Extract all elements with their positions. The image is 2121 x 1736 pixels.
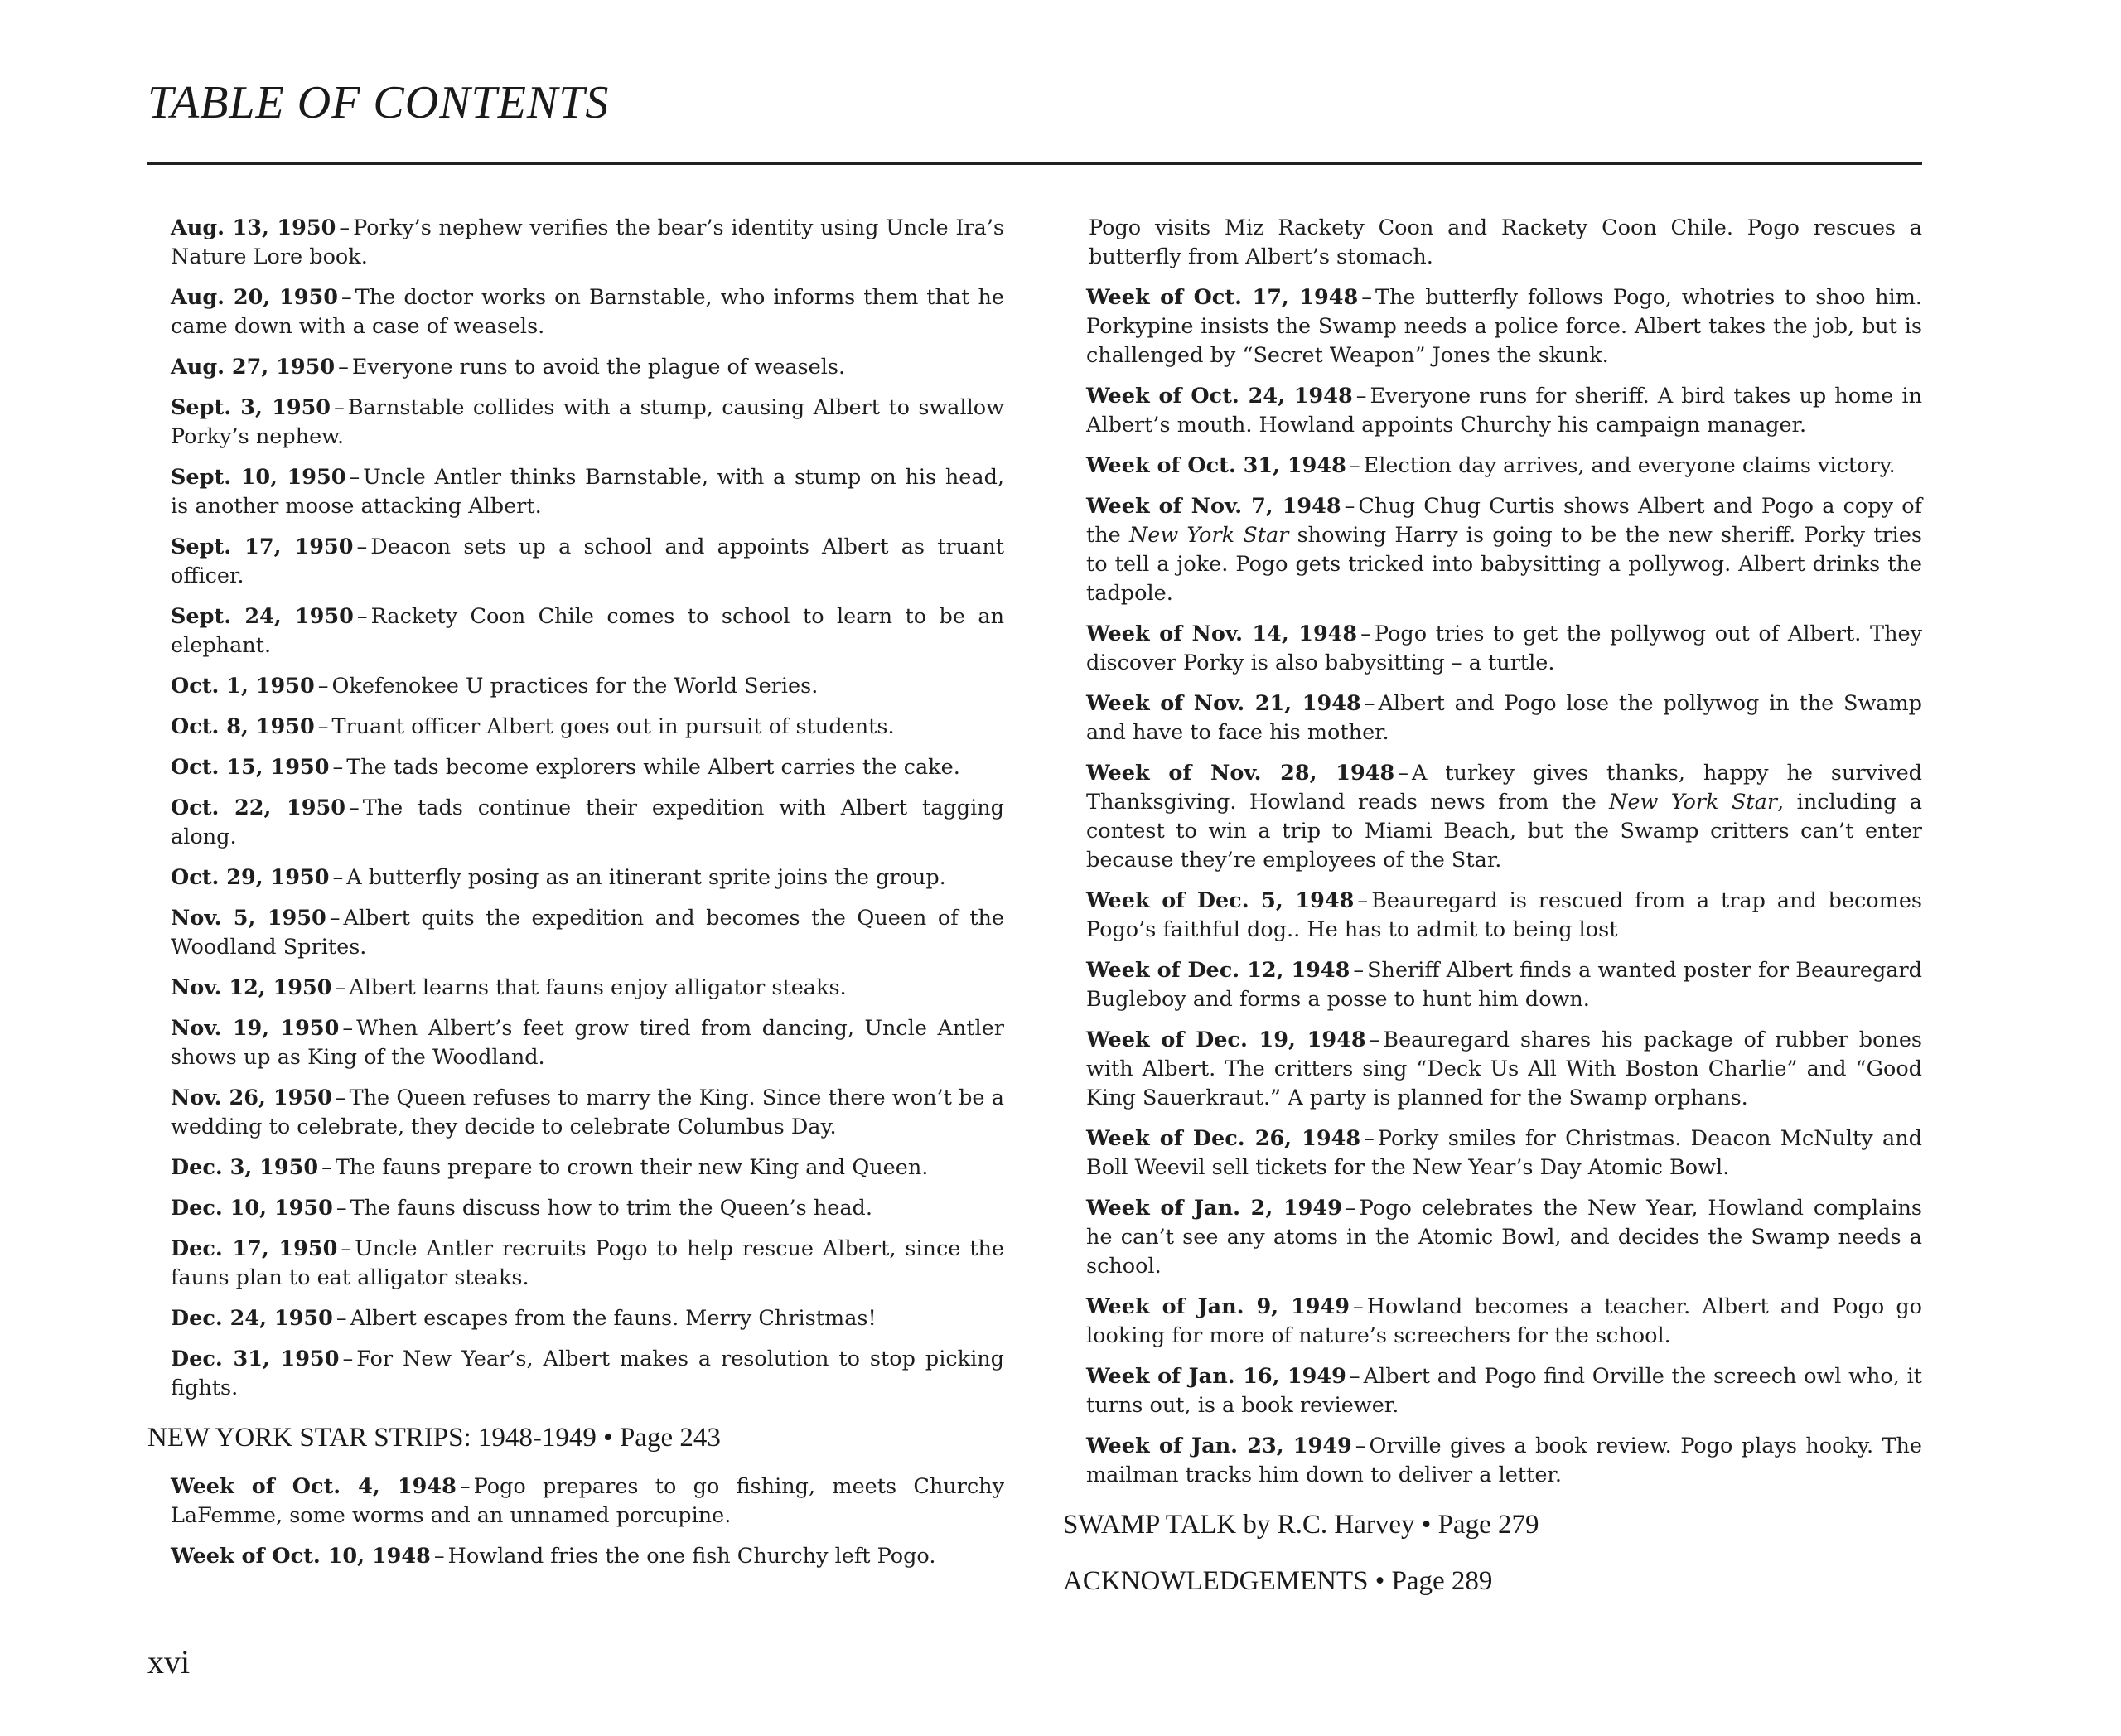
toc-entry bbox=[171, 753, 1004, 782]
entry-date: Nov. 19, 1950 bbox=[171, 1016, 340, 1041]
entry-dash: – bbox=[459, 1474, 471, 1499]
entry-date: Week of Nov. 28, 1948 bbox=[1086, 761, 1395, 786]
toc-entry bbox=[1086, 382, 1922, 440]
entry-description: Porky smiles for Christmas. Deacon McNulty and Boll Weevil sell tickets for the New Year’s Day Atomic Bowl. bbox=[1086, 1126, 1922, 1180]
entry-dash: – bbox=[349, 465, 360, 490]
right-entry-list bbox=[1063, 283, 1922, 1490]
entry-publication-title: New York Star bbox=[1128, 523, 1289, 548]
entry-date: Dec. 24, 1950 bbox=[171, 1306, 333, 1331]
entry-description: For New Year’s, Albert makes a resolution to stop picking fights. bbox=[171, 1347, 1004, 1400]
toc-entry bbox=[171, 533, 1004, 591]
entry-description: The tads become explorers while Albert carries the cake. bbox=[346, 755, 960, 780]
entry-date: Week of Nov. 14, 1948 bbox=[1086, 621, 1358, 646]
entry-description: Uncle Antler recruits Pogo to help rescue Albert, since the fauns plan to eat alligator steaks. bbox=[171, 1236, 1004, 1290]
entry-date: Week of Jan. 9, 1949 bbox=[1086, 1294, 1350, 1319]
toc-entry bbox=[1086, 283, 1922, 370]
toc-entry bbox=[171, 1014, 1004, 1072]
toc-entry bbox=[171, 863, 1004, 892]
entry-dash: – bbox=[317, 674, 329, 699]
toc-entry bbox=[171, 1235, 1004, 1293]
entry-date: Week of Oct. 24, 1948 bbox=[1086, 384, 1353, 409]
toc-entry bbox=[171, 1153, 1004, 1182]
entry-dash: – bbox=[341, 285, 352, 310]
entry-publication-title: New York Star bbox=[1609, 790, 1778, 815]
toc-entry bbox=[171, 602, 1004, 660]
entry-description: A butterfly posing as an itinerant sprite joins the group. bbox=[346, 865, 946, 890]
entry-date: Sept. 17, 1950 bbox=[171, 534, 354, 559]
entry-dash: – bbox=[336, 1306, 347, 1331]
entry-date: Week of Oct. 31, 1948 bbox=[1086, 453, 1346, 478]
entry-description: Albert learns that fauns enjoy alligator steaks. bbox=[349, 975, 847, 1000]
right-column bbox=[1063, 214, 1922, 1621]
entry-description: The butterfly follows Pogo, whotries to shoo him. Porkypine insists the Swamp needs a police force. Albert takes the job, but is challenged by “Secret Weapon” Jones the skunk. bbox=[1086, 285, 1922, 368]
entry-description: Pogo tries to get the pollywog out of Albert. They discover Porky is also babysitting – a turtle. bbox=[1086, 621, 1922, 675]
entry-description: Chug Chug Curtis shows Albert and Pogo a copy of the bbox=[1086, 494, 1922, 548]
left-entry-list bbox=[147, 214, 1004, 1403]
entry-dash: – bbox=[334, 395, 345, 420]
entry-dash: – bbox=[329, 906, 341, 931]
toc-entry bbox=[171, 1542, 1004, 1571]
entry-date: Week of Dec. 19, 1948 bbox=[1086, 1028, 1366, 1052]
entry-description: Deacon sets up a school and appoints Albert as truant officer. bbox=[171, 534, 1005, 588]
section-heading-new-york-star[interactable]: NEW YORK STAR STRIPS: 1948-1949 • Page 243 bbox=[147, 1423, 721, 1453]
entry-description: Porky’s nephew verifies the bear’s identity using Uncle Ira’s Nature Lore book. bbox=[171, 215, 1005, 269]
entry-date: Week of Dec. 5, 1948 bbox=[1086, 888, 1355, 913]
entry-date: Dec. 3, 1950 bbox=[171, 1155, 319, 1180]
toc-entry bbox=[1086, 620, 1922, 678]
entry-description: The fauns discuss how to trim the Queen’s head. bbox=[350, 1196, 872, 1221]
entry-date: Oct. 1, 1950 bbox=[171, 674, 315, 699]
title-divider bbox=[147, 162, 1922, 165]
entry-description: Howland fries the one fish Churchy left Pogo. bbox=[447, 1544, 936, 1569]
entry-description: Pogo prepares to go fishing, meets Churchy LaFemme, some worms and an unnamed porcupine. bbox=[171, 1474, 1005, 1528]
entry-dash: – bbox=[1344, 494, 1355, 519]
section-heading-swamp-talk[interactable]: SWAMP TALK by R.C. Harvey • Page 279 bbox=[1063, 1510, 1539, 1540]
entry-description: Everyone runs for sheriff. A bird takes up home in Albert’s mouth. Howland appoints Churchy his campaign manager. bbox=[1086, 384, 1922, 438]
entry-dash: – bbox=[356, 534, 368, 559]
entry-dash: – bbox=[356, 604, 368, 629]
entry-date: Week of Oct. 4, 1948 bbox=[171, 1474, 457, 1499]
toc-entry bbox=[1086, 759, 1922, 875]
entry-date: Dec. 17, 1950 bbox=[171, 1236, 338, 1261]
entry-description-cont: showing Harry is going to be the new sheriff. Porky tries to tell a joke. Pogo gets tricked into babysitting a pollywog. Albert drinks the tadpole. bbox=[1086, 523, 1922, 606]
toc-entry bbox=[1086, 689, 1922, 747]
entry-dash: – bbox=[1364, 691, 1375, 716]
toc-entry bbox=[171, 1084, 1004, 1142]
toc-entry bbox=[171, 353, 1004, 382]
toc-entry bbox=[171, 1345, 1004, 1403]
section-heading-acknowledgements[interactable]: ACKNOWLEDGEMENTS • Page 289 bbox=[1063, 1566, 1493, 1596]
entry-dash: – bbox=[1398, 761, 1408, 786]
entry-date: Oct. 29, 1950 bbox=[171, 865, 330, 890]
entry-dash: – bbox=[433, 1544, 445, 1569]
entry-dash: – bbox=[332, 755, 344, 780]
entry-date: Week of Dec. 12, 1948 bbox=[1086, 958, 1350, 983]
toc-entry bbox=[171, 794, 1004, 852]
entry-description: Barnstable collides with a stump, causing Albert to swallow Porky’s nephew. bbox=[171, 395, 1004, 449]
toc-entry bbox=[1086, 1026, 1922, 1113]
entry-dash: – bbox=[336, 1196, 347, 1221]
entry-dash: – bbox=[321, 1155, 332, 1180]
entry-date: Aug. 13, 1950 bbox=[171, 215, 336, 240]
entry-description: Okefenokee U practices for the World Series. bbox=[331, 674, 819, 699]
left-column bbox=[147, 214, 1004, 1583]
entry-date: Dec. 10, 1950 bbox=[171, 1196, 333, 1221]
entry-dash: – bbox=[1364, 1126, 1375, 1151]
page-title: TABLE OF CONTENTS bbox=[147, 77, 610, 128]
entry-date: Aug. 27, 1950 bbox=[171, 355, 336, 380]
new-york-entry-list bbox=[147, 1472, 1004, 1571]
entry-description: Beauregard shares his package of rubber bones with Albert. The critters sing “Deck Us All With Boston Charlie” and “Good King Sauerkraut.” A party is planned for the Swamp orphans. bbox=[1086, 1028, 1922, 1110]
entry-date: Week of Nov. 7, 1948 bbox=[1086, 494, 1341, 519]
toc-entry bbox=[1086, 452, 1922, 481]
entry-dash: – bbox=[342, 1347, 354, 1371]
entry-date: Week of Oct. 10, 1948 bbox=[171, 1544, 431, 1569]
entry-date: Aug. 20, 1950 bbox=[171, 285, 339, 310]
toc-entry bbox=[1086, 1362, 1922, 1420]
toc-entry bbox=[1086, 956, 1922, 1014]
toc-entry bbox=[171, 394, 1004, 452]
entry-date: Nov. 5, 1950 bbox=[171, 906, 326, 931]
entry-date: Week of Jan. 16, 1949 bbox=[1086, 1364, 1346, 1389]
entry-dash: – bbox=[335, 1086, 346, 1110]
entry-description: Albert escapes from the fauns. Merry Christmas! bbox=[350, 1306, 877, 1331]
entry-description: Pogo celebrates the New Year, Howland complains he can’t see any atoms in the Atomic Bowl, and decides the Swamp needs a school. bbox=[1086, 1196, 1922, 1279]
entry-date: Week of Dec. 26, 1948 bbox=[1086, 1126, 1361, 1151]
entry-dash: – bbox=[1361, 285, 1372, 310]
entry-dash: – bbox=[332, 865, 344, 890]
entry-date: Week of Jan. 23, 1949 bbox=[1086, 1434, 1352, 1458]
toc-entry bbox=[171, 214, 1004, 272]
entry-date: Oct. 8, 1950 bbox=[171, 714, 315, 739]
entry-dash: – bbox=[338, 355, 349, 380]
entry-description: Beauregard is rescued from a trap and becomes Pogo’s faithful dog.. He has to admit to being lost bbox=[1086, 888, 1922, 942]
entry-date: Oct. 22, 1950 bbox=[171, 795, 345, 820]
entry-dash: – bbox=[1360, 621, 1371, 646]
toc-entry bbox=[171, 713, 1004, 742]
entry-date: Oct. 15, 1950 bbox=[171, 755, 330, 780]
entry-dash: – bbox=[317, 714, 329, 739]
entry-date: Week of Nov. 21, 1948 bbox=[1086, 691, 1361, 716]
entry-description: Everyone runs to avoid the plague of weasels. bbox=[351, 355, 846, 380]
toc-entry bbox=[171, 904, 1004, 962]
entry-description: Truant officer Albert goes out in pursuit of students. bbox=[331, 714, 895, 739]
toc-entry bbox=[1086, 1124, 1922, 1182]
entry-description: The Queen refuses to marry the King. Since there won’t be a wedding to celebrate, they decide to celebrate Columbus Day. bbox=[171, 1086, 1004, 1139]
entry-description: Election day arrives, and everyone claims victory. bbox=[1363, 453, 1896, 478]
entry-date: Sept. 24, 1950 bbox=[171, 604, 354, 629]
page-number: xvi bbox=[147, 1643, 191, 1680]
toc-entry bbox=[171, 283, 1004, 341]
entry-description: Uncle Antler thinks Barnstable, with a stump on his head, is another moose attacking Albert. bbox=[171, 465, 1005, 519]
entry-dash: – bbox=[348, 795, 360, 820]
entry-dash: – bbox=[335, 975, 346, 1000]
entry-dash: – bbox=[339, 215, 350, 240]
entry-date: Nov. 12, 1950 bbox=[171, 975, 332, 1000]
continued-entry-text: Pogo visits Miz Rackety Coon and Rackety Coon Chile. Pogo rescues a butterfly from Albert’s stomach. bbox=[1089, 215, 1922, 269]
toc-entry bbox=[171, 974, 1004, 1003]
entry-description: Albert and Pogo lose the pollywog in the Swamp and have to face his mother. bbox=[1086, 691, 1922, 745]
entry-date: Sept. 3, 1950 bbox=[171, 395, 331, 420]
entry-description: Rackety Coon Chile comes to school to learn to be an elephant. bbox=[171, 604, 1005, 658]
toc-entry bbox=[1086, 887, 1922, 945]
entry-date: Dec. 31, 1950 bbox=[171, 1347, 340, 1371]
entry-date: Week of Jan. 2, 1949 bbox=[1086, 1196, 1342, 1221]
entry-dash: – bbox=[1355, 384, 1367, 409]
toc-entry bbox=[171, 463, 1004, 521]
entry-dash: – bbox=[342, 1016, 354, 1041]
entry-description: Sheriff Albert finds a wanted poster for Beauregard Bugleboy and forms a posse to hunt him down. bbox=[1086, 958, 1922, 1012]
toc-entry bbox=[1086, 1194, 1922, 1281]
entry-date: Sept. 10, 1950 bbox=[171, 465, 346, 490]
entry-dash: – bbox=[1355, 1434, 1366, 1458]
entry-dash: – bbox=[1353, 958, 1365, 983]
entry-description: The fauns prepare to crown their new King and Queen. bbox=[335, 1155, 929, 1180]
entry-dash: – bbox=[341, 1236, 352, 1261]
entry-date: Nov. 26, 1950 bbox=[171, 1086, 332, 1110]
entry-description: Howland becomes a teacher. Albert and Pogo go looking for more of nature’s screechers for the school. bbox=[1086, 1294, 1923, 1348]
entry-description: A turkey gives thanks, happy he survived Thanksgiving. Howland reads news from the bbox=[1086, 761, 1922, 815]
toc-entry bbox=[1086, 492, 1922, 608]
entry-dash: – bbox=[1349, 1364, 1360, 1389]
entry-date: Week of Oct. 17, 1948 bbox=[1086, 285, 1359, 310]
entry-dash: – bbox=[1349, 453, 1360, 478]
toc-entry bbox=[171, 1472, 1004, 1530]
entry-description: Albert and Pogo find Orville the screech owl who, it turns out, is a book reviewer. bbox=[1086, 1364, 1922, 1418]
entry-dash: – bbox=[1345, 1196, 1356, 1221]
entry-dash: – bbox=[1352, 1294, 1364, 1319]
entry-description: Albert quits the expedition and becomes the Queen of the Woodland Sprites. bbox=[171, 906, 1005, 960]
entry-dash: – bbox=[1357, 888, 1369, 913]
toc-entry bbox=[171, 1194, 1004, 1223]
entry-dash: – bbox=[1369, 1028, 1380, 1052]
toc-entry bbox=[1086, 1293, 1922, 1351]
toc-entry bbox=[171, 1304, 1004, 1333]
entry-description: When Albert’s feet grow tired from dancing, Uncle Antler shows up as King of the Woodland. bbox=[171, 1016, 1004, 1070]
entry-description: The doctor works on Barnstable, who informs them that he came down with a case of weasels. bbox=[171, 285, 1004, 339]
toc-entry bbox=[171, 672, 1004, 701]
entry-description-cont: , including a contest to win a trip to Miami Beach, but the Swamp critters can’t enter because they’re employees of the Star. bbox=[1086, 790, 1922, 873]
entry-description: Orville gives a book review. Pogo plays hooky. The mailman tracks him down to deliver a letter. bbox=[1086, 1434, 1922, 1487]
entry-description: The tads continue their expedition with Albert tagging along. bbox=[171, 795, 1004, 849]
toc-entry bbox=[1086, 1432, 1922, 1490]
